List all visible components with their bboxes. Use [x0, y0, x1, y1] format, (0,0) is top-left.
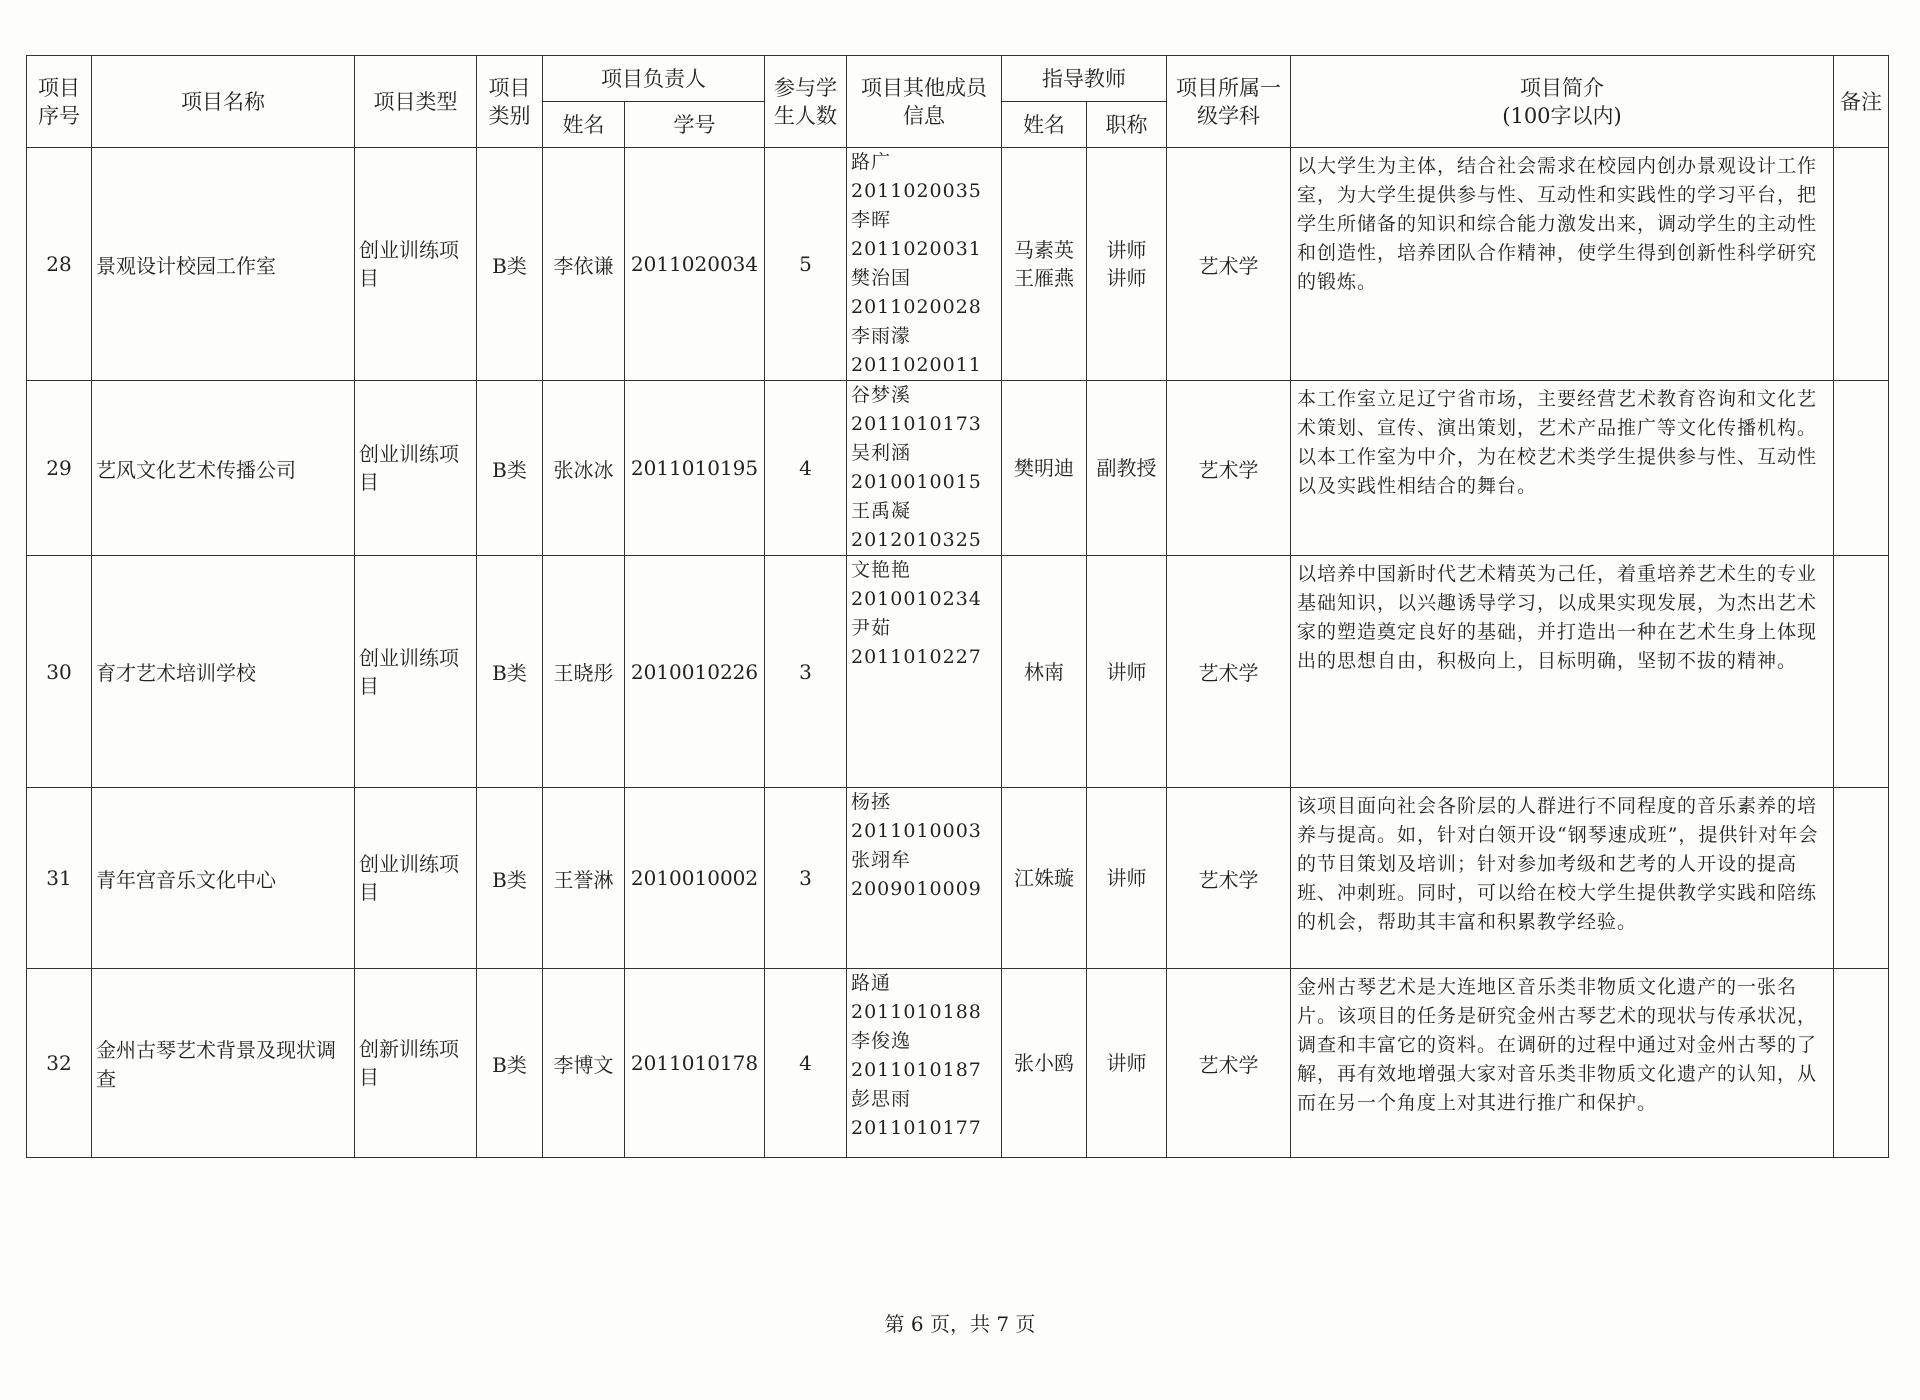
advisor-name: 王雁燕 [1014, 266, 1074, 290]
member-line: 樊治国 [851, 267, 912, 289]
cell-advisor-name [1002, 969, 1087, 1158]
cell-remark [1834, 969, 1889, 1158]
cell-leader-name: 李博文 [543, 969, 625, 1158]
cell-category: B类 [477, 969, 543, 1158]
member-line: 2011010003 [851, 820, 982, 842]
cell-leader-id: 2010010002 [625, 788, 765, 969]
header-summary-note: (100字以内) [1502, 103, 1622, 128]
cell-project-type: 创业训练项目 [355, 556, 477, 788]
cell-project-type: 创业训练项目 [355, 381, 477, 556]
project-table [26, 55, 1889, 1158]
advisor-name: 樊明迪 [1014, 456, 1074, 480]
cell-student-count: 3 [765, 788, 847, 969]
header-type: 项目类型 [355, 56, 477, 148]
cell-summary: 以培养中国新时代艺术精英为己任，着重培养艺术生的专业基础知识，以兴趣诱导学习，以成果实现发展，为杰出艺术家的塑造奠定良好的基础，并打造出一种在艺术生身上体现出的思想自由，积极向上，目标明确，坚韧不拔的精神。 [1291, 556, 1834, 788]
cell-members [847, 969, 1002, 1158]
cell-advisor-title [1087, 556, 1167, 788]
cell-seq: 30 [27, 556, 92, 788]
cell-discipline: 艺术学 [1167, 556, 1291, 788]
cell-members [847, 381, 1002, 556]
header-seq: 项目序号 [27, 56, 92, 148]
cell-category: B类 [477, 556, 543, 788]
cell-project-name: 青年宫音乐文化中心 [92, 788, 355, 969]
member-line: 路广 [851, 151, 892, 173]
cell-project-type: 创业训练项目 [355, 788, 477, 969]
cell-seq: 29 [27, 381, 92, 556]
member-line: 2011020028 [851, 296, 982, 318]
header-remark: 备注 [1834, 56, 1889, 148]
member-line: 谷梦溪 [851, 384, 912, 406]
member-line: 路通 [851, 972, 892, 994]
member-line: 彭思雨 [851, 1088, 912, 1110]
table-header [27, 56, 1889, 148]
member-line: 2011020035 [851, 180, 982, 202]
cell-advisor-name [1002, 788, 1087, 969]
cell-summary: 以大学生为主体，结合社会需求在校园内创办景观设计工作室，为大学生提供参与性、互动性和实践性的学习平台，把学生所储备的知识和综合能力激发出来，调动学生的主动性和创造性，培养团队合作精神，使学生得到创新性科学研究的锻炼。 [1291, 148, 1834, 381]
member-line: 2010010015 [851, 471, 982, 493]
cell-student-count: 4 [765, 381, 847, 556]
advisor-name: 张小鸥 [1014, 1051, 1074, 1075]
cell-leader-name: 李依谦 [543, 148, 625, 381]
table-row [27, 148, 1889, 381]
cell-remark [1834, 381, 1889, 556]
cell-leader-name: 王誉淋 [543, 788, 625, 969]
cell-advisor-title [1087, 381, 1167, 556]
table-row [27, 381, 1889, 556]
cell-members [847, 148, 1002, 381]
cell-leader-name: 张冰冰 [543, 381, 625, 556]
cell-advisor-title [1087, 788, 1167, 969]
member-line: 2011020031 [851, 238, 982, 260]
header-members: 项目其他成员信息 [847, 56, 1002, 148]
member-line: 2010010234 [851, 588, 982, 610]
member-line: 2011010187 [851, 1059, 982, 1081]
cell-leader-name: 王晓彤 [543, 556, 625, 788]
cell-category: B类 [477, 148, 543, 381]
member-line: 杨拯 [851, 791, 892, 813]
header-leader-name: 姓名 [543, 102, 625, 148]
member-line: 李晖 [851, 209, 892, 231]
member-line: 2012010325 [851, 529, 982, 551]
header-advisor-name: 姓名 [1002, 102, 1087, 148]
header-summary-title: 项目简介 [1520, 75, 1604, 100]
advisor-title: 副教授 [1096, 456, 1157, 480]
cell-advisor-name [1002, 381, 1087, 556]
cell-seq: 31 [27, 788, 92, 969]
cell-project-name: 艺风文化艺术传播公司 [92, 381, 355, 556]
cell-members [847, 788, 1002, 969]
advisor-title: 讲师 [1106, 238, 1147, 262]
cell-seq: 28 [27, 148, 92, 381]
project-table-sheet [26, 55, 1888, 1158]
member-line: 李雨濛 [851, 325, 912, 347]
member-line: 王禹凝 [851, 500, 912, 522]
member-line: 2011010177 [851, 1117, 982, 1139]
member-line: 2011010227 [851, 646, 982, 668]
cell-advisor-title [1087, 148, 1167, 381]
cell-discipline: 艺术学 [1167, 788, 1291, 969]
member-line: 2011020011 [851, 354, 982, 376]
header-advisor-title: 职称 [1087, 102, 1167, 148]
cell-student-count: 4 [765, 969, 847, 1158]
cell-student-count: 5 [765, 148, 847, 381]
cell-seq: 32 [27, 969, 92, 1158]
cell-discipline: 艺术学 [1167, 969, 1291, 1158]
header-leader-id: 学号 [625, 102, 765, 148]
cell-project-name: 育才艺术培训学校 [92, 556, 355, 788]
member-line: 李俊逸 [851, 1030, 912, 1052]
cell-project-type: 创业训练项目 [355, 148, 477, 381]
member-line: 2011010188 [851, 1001, 982, 1023]
header-discipline: 项目所属一级学科 [1167, 56, 1291, 148]
cell-project-name: 金州古琴艺术背景及现状调查 [92, 969, 355, 1158]
cell-advisor-name [1002, 556, 1087, 788]
cell-leader-id: 2011020034 [625, 148, 765, 381]
cell-remark [1834, 788, 1889, 969]
advisor-name: 林南 [1024, 659, 1064, 684]
cell-summary: 本工作室立足辽宁省市场，主要经营艺术教育咨询和文化艺术策划、宣传、演出策划，艺术产品推广等文化传播机构。以本工作室为中介，为在校艺术类学生提供参与性、互动性以及实践性相结合的舞台。 [1291, 381, 1834, 556]
cell-project-name: 景观设计校园工作室 [92, 148, 355, 381]
header-summary [1291, 56, 1834, 148]
cell-discipline: 艺术学 [1167, 148, 1291, 381]
header-category: 项目类别 [477, 56, 543, 148]
cell-remark [1834, 556, 1889, 788]
header-leader-group: 项目负责人 [543, 56, 765, 102]
member-line: 2009010009 [851, 878, 982, 900]
member-line: 尹茹 [851, 617, 892, 639]
header-name: 项目名称 [92, 56, 355, 148]
header-advisor-group: 指导教师 [1002, 56, 1167, 102]
cell-advisor-title [1087, 969, 1167, 1158]
cell-summary: 该项目面向社会各阶层的人群进行不同程度的音乐素养的培养与提高。如，针对白领开设“钢琴速成班”，提供针对年会的节目策划及培训；针对参加考级和艺考的人开设的提高班、冲刺班。同时，可以给在校大学生提供教学实践和陪练的机会，帮助其丰富和积累教学经验。 [1291, 788, 1834, 969]
cell-leader-id: 2011010195 [625, 381, 765, 556]
cell-discipline: 艺术学 [1167, 381, 1291, 556]
advisor-title: 讲师 [1106, 659, 1147, 684]
cell-project-type: 创新训练项目 [355, 969, 477, 1158]
member-line: 文艳艳 [851, 559, 912, 581]
cell-advisor-name [1002, 148, 1087, 381]
advisor-title: 讲师 [1106, 866, 1147, 890]
advisor-title: 讲师 [1106, 1051, 1147, 1075]
cell-student-count: 3 [765, 556, 847, 788]
table-row [27, 788, 1889, 969]
cell-leader-id: 2011010178 [625, 969, 765, 1158]
cell-category: B类 [477, 788, 543, 969]
cell-summary: 金州古琴艺术是大连地区音乐类非物质文化遗产的一张名片。该项目的任务是研究金州古琴艺术的现状与传承状况，调查和丰富它的资料。在调研的过程中通过对金州古琴的了解，再有效地增强大家对音乐类非物质文化遗产的认知，从而在另一个角度上对其进行推广和保护。 [1291, 969, 1834, 1158]
header-count: 参与学生人数 [765, 56, 847, 148]
advisor-name: 马素英 [1014, 238, 1074, 262]
table-body [27, 148, 1889, 1158]
member-line: 张翊牟 [851, 849, 912, 871]
page-number: 第 6 页，共 7 页 [884, 1312, 1036, 1336]
table-row [27, 556, 1889, 788]
cell-remark [1834, 148, 1889, 381]
advisor-title: 讲师 [1106, 266, 1147, 290]
cell-members [847, 556, 1002, 788]
table-row [27, 969, 1889, 1158]
cell-leader-id: 2010010226 [625, 556, 765, 788]
member-line: 2011010173 [851, 413, 982, 435]
member-line: 吴利涵 [851, 442, 912, 464]
cell-category: B类 [477, 381, 543, 556]
advisor-name: 江姝璇 [1014, 866, 1074, 890]
